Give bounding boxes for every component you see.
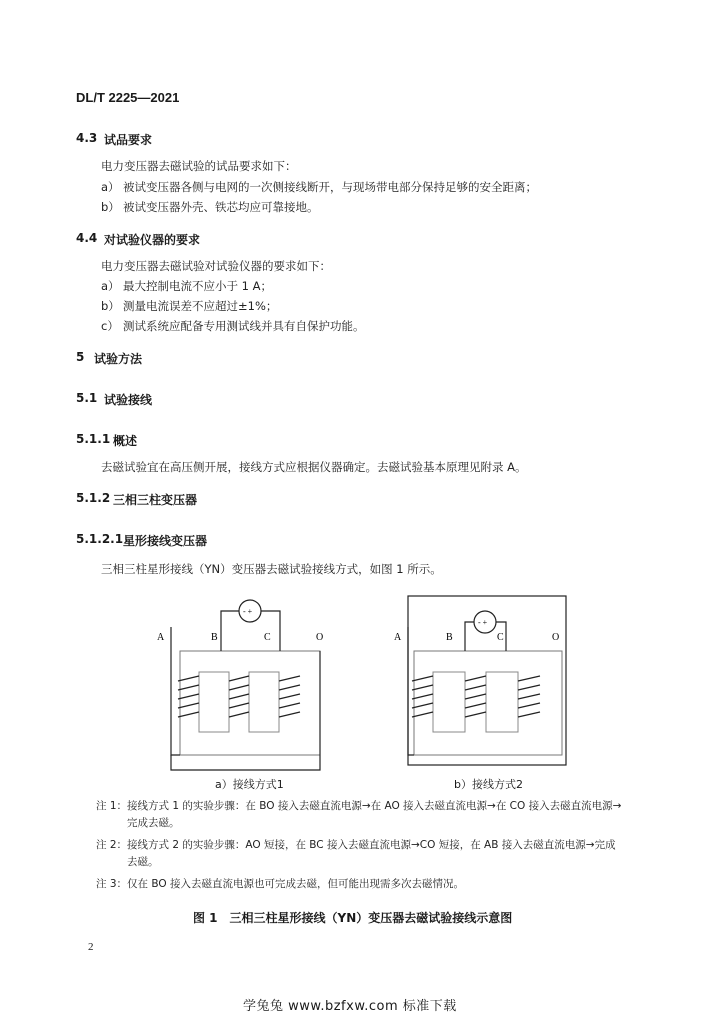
- list-item-mark: b）: [101, 200, 120, 214]
- page-number: 2: [88, 941, 94, 953]
- section-4-4-title: 对试验仪器的要求: [104, 233, 201, 247]
- terminal-label-b: B: [211, 632, 218, 643]
- note-label: 注 1：: [96, 800, 128, 812]
- section-4-4-number: 4.4: [76, 231, 98, 245]
- list-item-text: 被试变压器外壳、铁芯均应可靠接地。: [123, 200, 319, 214]
- list-item-text: 测试系统应配备专用测试线并具有自保护功能。: [123, 319, 365, 333]
- note-text: 接线方式 1 的实验步骤：在 BO 接入去磁直流电源→在 AO 接入去磁直流电源→在 CO 接入去磁直流电源→: [127, 800, 622, 812]
- terminal-label-o: O: [316, 632, 324, 643]
- terminal-label-b: B: [446, 632, 453, 643]
- section-4-3-intro: 电力变压器去磁试验的试品要求如下：: [101, 159, 297, 173]
- section-4-3-title: 试品要求: [104, 133, 153, 147]
- list-item-text: 被试变压器各侧与电网的一次侧接线断开，与现场带电部分保持足够的安全距离；: [123, 180, 537, 194]
- note-label: 注 3：: [96, 878, 128, 890]
- section-5-1-number: 5.1: [76, 391, 98, 405]
- section-5-1-1-number: 5.1.1: [76, 432, 111, 446]
- section-5-title: 试验方法: [94, 352, 143, 366]
- section-5-1-2-1-number: 5.1.2.1: [76, 532, 124, 546]
- list-item-text: 测量电流误差不应超过±1%；: [123, 299, 278, 313]
- note-text: 完成去磁。: [127, 817, 180, 829]
- section-4-3-number: 4.3: [76, 131, 98, 145]
- diagram-a: [171, 600, 320, 770]
- section-5-1-1-text: 去磁试验宜在高压侧开展，接线方式应根据仪器确定。去磁试验基本原理见附录 A。: [101, 460, 527, 474]
- section-5-number: 5: [76, 350, 85, 364]
- section-4-4-intro: 电力变压器去磁试验对试验仪器的要求如下：: [101, 259, 331, 273]
- dc-source-symbol: - +: [478, 618, 488, 627]
- note-text: 仅在 BO 接入去磁直流电源也可完成去磁，但可能出现需多次去磁情况。: [127, 878, 464, 890]
- note-label: 注 2：: [96, 839, 128, 851]
- section-5-1-1-title: 概述: [113, 434, 138, 448]
- subfigure-caption-a: a）接线方式1: [215, 778, 284, 791]
- section-5-1-title: 试验接线: [104, 393, 153, 407]
- wiring-diagrams: [0, 590, 724, 790]
- terminal-label-c: C: [497, 632, 504, 643]
- section-5-1-2-1-title: 星形接线变压器: [123, 534, 208, 548]
- terminal-label-a: A: [394, 632, 402, 643]
- section-5-1-2-number: 5.1.2: [76, 491, 111, 505]
- list-item-text: 最大控制电流不应小于 1 A；: [123, 279, 272, 293]
- list-item-mark: c）: [101, 319, 119, 333]
- footer-download-link[interactable]: 学兔兔 www.bzfxw.com 标准下载: [243, 999, 457, 1014]
- figure-caption: 图 1 三相三柱星形接线（YN）变压器去磁试验接线示意图: [193, 911, 513, 925]
- terminal-label-a: A: [157, 632, 165, 643]
- standard-code: DL/T 2225—2021: [76, 90, 180, 105]
- note-text: 去磁。: [127, 856, 159, 868]
- list-item-mark: a）: [101, 180, 120, 194]
- list-item-mark: b）: [101, 299, 120, 313]
- dc-source-symbol: - +: [243, 607, 253, 616]
- note-text: 接线方式 2 的实验步骤：AO 短接，在 BC 接入去磁直流电源→CO 短接，在 AB 接入去磁直流电源→完成: [127, 839, 616, 851]
- list-item-mark: a）: [101, 279, 120, 293]
- terminal-label-c: C: [264, 632, 271, 643]
- subfigure-caption-b: b）接线方式2: [454, 778, 523, 791]
- terminal-label-o: O: [552, 632, 560, 643]
- section-5-1-2-title: 三相三柱变压器: [113, 493, 198, 507]
- section-5-1-2-1-text: 三相三柱星形接线（YN）变压器去磁试验接线方式，如图 1 所示。: [101, 562, 442, 576]
